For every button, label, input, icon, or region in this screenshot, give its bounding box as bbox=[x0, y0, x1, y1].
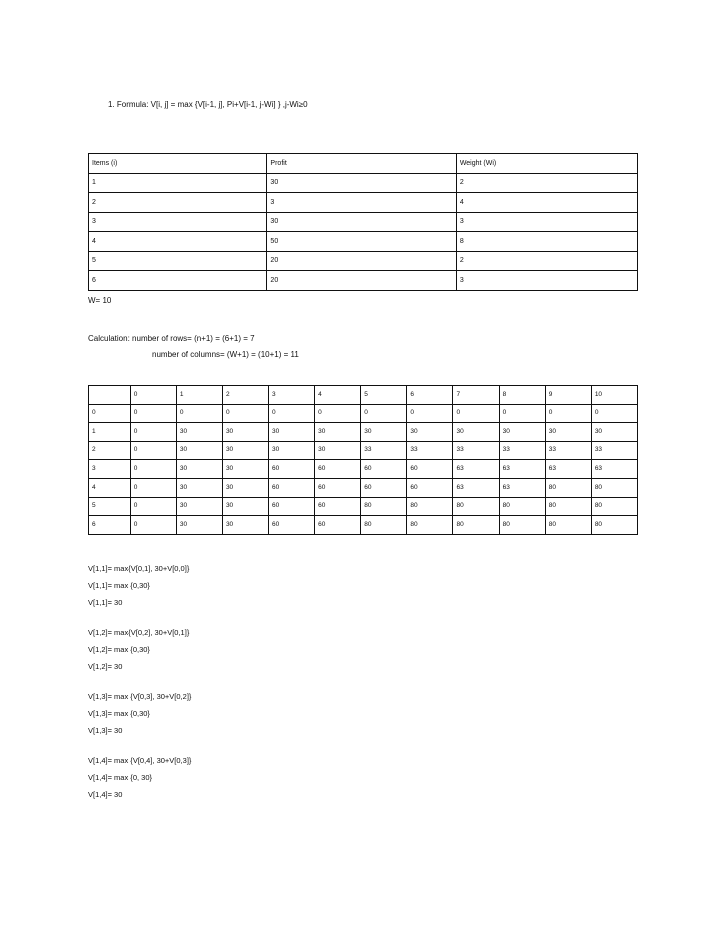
table-cell: 30 bbox=[269, 423, 315, 442]
table-cell: 30 bbox=[222, 441, 268, 460]
table-cell: 30 bbox=[176, 497, 222, 516]
table-cell: 30 bbox=[222, 460, 268, 479]
table-cell: 0 bbox=[130, 441, 176, 460]
table-cell: 30 bbox=[453, 423, 499, 442]
calculation-steps bbox=[88, 560, 191, 816]
step-group bbox=[88, 560, 191, 611]
table-cell: 3 bbox=[267, 193, 456, 213]
table-cell: 80 bbox=[499, 516, 545, 535]
table-cell: 30 bbox=[407, 423, 453, 442]
table-cell: 2 bbox=[456, 251, 637, 271]
header-cell: 4 bbox=[315, 386, 361, 405]
calculation-label: Calculation: bbox=[88, 334, 130, 343]
table-cell: 30 bbox=[222, 478, 268, 497]
table-row bbox=[89, 497, 638, 516]
table-cell: 80 bbox=[545, 478, 591, 497]
step-line: V[1,3]= max {V[0,3], 30+V[0,2]} bbox=[88, 692, 192, 701]
table-cell: 0 bbox=[130, 516, 176, 535]
table-cell: 0 bbox=[130, 497, 176, 516]
table-cell: 0 bbox=[130, 460, 176, 479]
table-cell: 30 bbox=[222, 497, 268, 516]
table-cell: 4 bbox=[89, 478, 131, 497]
step-line: V[1,1]= max {0,30} bbox=[88, 581, 150, 590]
table-cell: 60 bbox=[315, 516, 361, 535]
step-line: V[1,3]= 30 bbox=[88, 726, 123, 735]
step-group bbox=[88, 624, 191, 675]
table-cell: 60 bbox=[315, 460, 361, 479]
table-cell: 50 bbox=[267, 232, 456, 252]
table-cell: 0 bbox=[407, 404, 453, 423]
table-cell: 30 bbox=[591, 423, 637, 442]
items-header-row bbox=[89, 154, 638, 174]
table-cell: 80 bbox=[453, 497, 499, 516]
header-cell: 6 bbox=[407, 386, 453, 405]
table-cell: 30 bbox=[267, 173, 456, 193]
table-cell: 5 bbox=[89, 497, 131, 516]
table-cell: 30 bbox=[499, 423, 545, 442]
table-cell: 0 bbox=[222, 404, 268, 423]
table-cell: 30 bbox=[176, 516, 222, 535]
header-cell: 7 bbox=[453, 386, 499, 405]
table-cell: 63 bbox=[453, 460, 499, 479]
table-row bbox=[89, 232, 638, 252]
table-cell: 3 bbox=[89, 460, 131, 479]
formula-text: 1. Formula: V[i, j] = max {V[i-1, j], Pi+V[i-1, j-Wi] } ,j-Wi≥0 bbox=[108, 100, 308, 109]
table-cell: 63 bbox=[499, 460, 545, 479]
table-row bbox=[89, 251, 638, 271]
table-cell: 80 bbox=[407, 497, 453, 516]
table-cell: 80 bbox=[499, 497, 545, 516]
header-cell: 9 bbox=[545, 386, 591, 405]
table-cell: 4 bbox=[456, 193, 637, 213]
table-cell: 0 bbox=[176, 404, 222, 423]
table-cell: 33 bbox=[453, 441, 499, 460]
table-cell: 60 bbox=[407, 478, 453, 497]
table-cell: 60 bbox=[269, 478, 315, 497]
table-cell: 33 bbox=[591, 441, 637, 460]
table-cell: 0 bbox=[130, 404, 176, 423]
step-line: V[1,1]= max{V[0,1], 30+V[0,0]} bbox=[88, 564, 190, 573]
table-cell: 80 bbox=[361, 516, 407, 535]
table-cell: 80 bbox=[453, 516, 499, 535]
step-line: V[1,4]= max {V[0,4], 30+V[0,3]} bbox=[88, 756, 192, 765]
table-row bbox=[89, 460, 638, 479]
table-cell: 0 bbox=[453, 404, 499, 423]
table-cell: 0 bbox=[269, 404, 315, 423]
table-cell: 33 bbox=[361, 441, 407, 460]
step-line: V[1,2]= 30 bbox=[88, 662, 123, 671]
step-line: V[1,2]= max{V[0,2], 30+V[0,1]} bbox=[88, 628, 190, 637]
table-row bbox=[89, 516, 638, 535]
table-cell: 30 bbox=[176, 441, 222, 460]
table-row bbox=[89, 193, 638, 213]
table-cell: 63 bbox=[499, 478, 545, 497]
table-cell: 5 bbox=[89, 251, 267, 271]
table-cell: 2 bbox=[89, 441, 131, 460]
table-cell: 0 bbox=[130, 423, 176, 442]
table-cell: 6 bbox=[89, 516, 131, 535]
table-cell: 4 bbox=[89, 232, 267, 252]
table-cell: 33 bbox=[545, 441, 591, 460]
table-cell: 30 bbox=[176, 460, 222, 479]
table-cell: 0 bbox=[545, 404, 591, 423]
table-cell: 33 bbox=[499, 441, 545, 460]
header-cell bbox=[89, 386, 131, 405]
step-line: V[1,1]= 30 bbox=[88, 598, 123, 607]
table-cell: 0 bbox=[315, 404, 361, 423]
table-cell: 30 bbox=[545, 423, 591, 442]
table-cell: 3 bbox=[456, 212, 637, 232]
calculation-rows-line bbox=[88, 334, 255, 343]
table-cell: 30 bbox=[267, 212, 456, 232]
table-row bbox=[89, 441, 638, 460]
table-cell: 30 bbox=[176, 478, 222, 497]
table-cell: 20 bbox=[267, 251, 456, 271]
table-row bbox=[89, 423, 638, 442]
table-cell: 60 bbox=[315, 478, 361, 497]
table-row bbox=[89, 173, 638, 193]
table-row bbox=[89, 212, 638, 232]
table-cell: 30 bbox=[315, 441, 361, 460]
table-cell: 63 bbox=[591, 460, 637, 479]
step-group bbox=[88, 688, 191, 739]
dp-header-row bbox=[89, 386, 638, 405]
capacity-text: W= 10 bbox=[88, 296, 112, 305]
step-line: V[1,3]= max {0,30} bbox=[88, 709, 150, 718]
table-cell: 2 bbox=[89, 193, 267, 213]
table-cell: 63 bbox=[453, 478, 499, 497]
table-cell: 30 bbox=[361, 423, 407, 442]
table-cell: 60 bbox=[269, 497, 315, 516]
table-cell: 80 bbox=[361, 497, 407, 516]
table-row bbox=[89, 271, 638, 291]
header-cell: 3 bbox=[269, 386, 315, 405]
table-cell: 80 bbox=[591, 516, 637, 535]
table-cell: 60 bbox=[407, 460, 453, 479]
step-group bbox=[88, 752, 191, 803]
table-cell: 80 bbox=[591, 497, 637, 516]
header-cell: 8 bbox=[499, 386, 545, 405]
table-cell: 80 bbox=[545, 516, 591, 535]
table-cell: 6 bbox=[89, 271, 267, 291]
table-cell: 60 bbox=[315, 497, 361, 516]
header-cell: 10 bbox=[591, 386, 637, 405]
table-cell: 0 bbox=[89, 404, 131, 423]
header-cell: 5 bbox=[361, 386, 407, 405]
table-cell: 60 bbox=[269, 516, 315, 535]
table-cell: 80 bbox=[407, 516, 453, 535]
header-cell: Profit bbox=[267, 154, 456, 174]
table-cell: 30 bbox=[176, 423, 222, 442]
step-line: V[1,4]= max {0, 30} bbox=[88, 773, 153, 782]
table-row bbox=[89, 404, 638, 423]
table-cell: 33 bbox=[407, 441, 453, 460]
table-cell: 30 bbox=[315, 423, 361, 442]
table-cell: 60 bbox=[269, 460, 315, 479]
rows-formula: number of rows= (n+1) = (6+1) = 7 bbox=[132, 334, 255, 343]
header-cell: Items (i) bbox=[89, 154, 267, 174]
columns-formula: number of columns= (W+1) = (10+1) = 11 bbox=[152, 350, 299, 359]
table-cell: 63 bbox=[545, 460, 591, 479]
table-row bbox=[89, 478, 638, 497]
step-line: V[1,2]= max {0,30} bbox=[88, 645, 150, 654]
table-cell: 20 bbox=[267, 271, 456, 291]
step-line: V[1,4]= 30 bbox=[88, 790, 123, 799]
table-cell: 1 bbox=[89, 173, 267, 193]
table-cell: 30 bbox=[222, 516, 268, 535]
table-cell: 0 bbox=[591, 404, 637, 423]
table-cell: 0 bbox=[499, 404, 545, 423]
table-cell: 80 bbox=[545, 497, 591, 516]
items-table bbox=[88, 153, 638, 291]
header-cell: 1 bbox=[176, 386, 222, 405]
table-cell: 30 bbox=[269, 441, 315, 460]
header-cell: 0 bbox=[130, 386, 176, 405]
table-cell: 8 bbox=[456, 232, 637, 252]
header-cell: 2 bbox=[222, 386, 268, 405]
table-cell: 3 bbox=[456, 271, 637, 291]
table-cell: 3 bbox=[89, 212, 267, 232]
table-cell: 60 bbox=[361, 460, 407, 479]
dp-table bbox=[88, 385, 638, 535]
table-cell: 60 bbox=[361, 478, 407, 497]
header-cell: Weight (Wi) bbox=[456, 154, 637, 174]
table-cell: 0 bbox=[361, 404, 407, 423]
table-cell: 30 bbox=[222, 423, 268, 442]
table-cell: 2 bbox=[456, 173, 637, 193]
table-cell: 80 bbox=[591, 478, 637, 497]
table-cell: 1 bbox=[89, 423, 131, 442]
table-cell: 0 bbox=[130, 478, 176, 497]
